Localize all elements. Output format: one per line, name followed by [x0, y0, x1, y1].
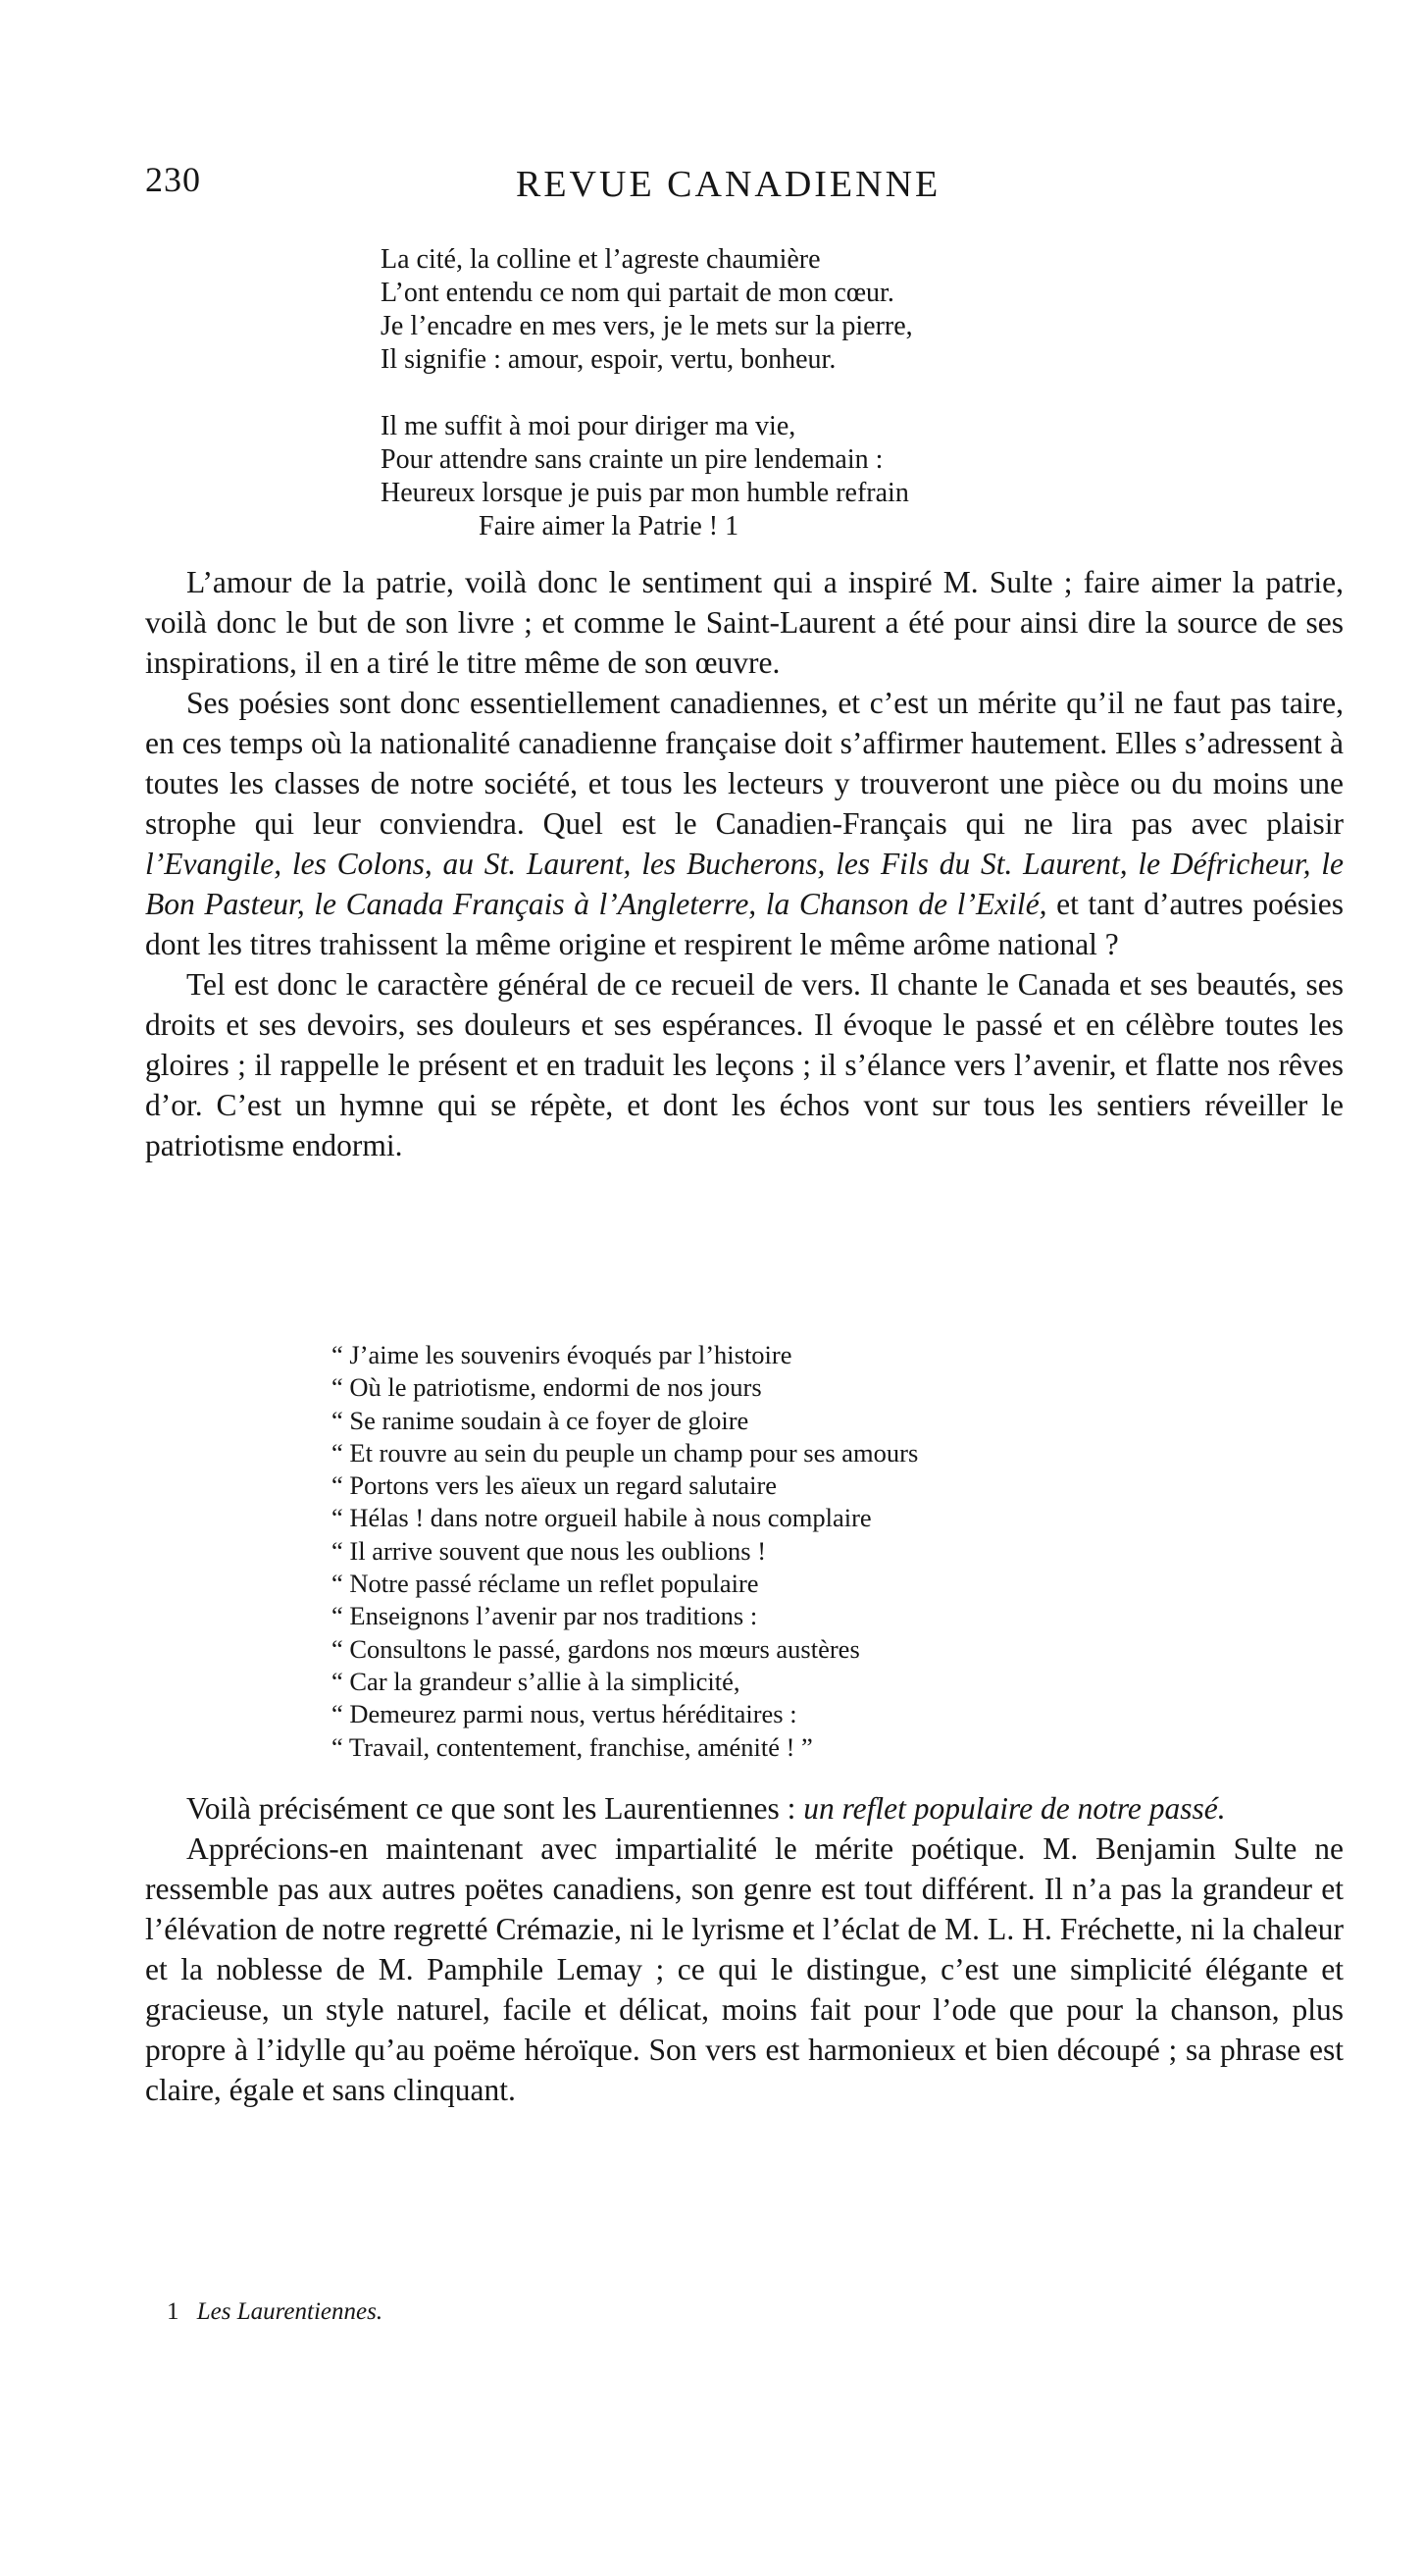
quote-line: “ Et rouvre au sein du peuple un champ pour ses amours [331, 1437, 919, 1468]
paragraph-text: et tant d’autres poésies dont les titres trahissent la même origine et respirent le même arôme national ? [145, 887, 1344, 961]
quoted-poem [331, 1339, 918, 1764]
quote-line: “ Il arrive souvent que nous les oublions ! [331, 1535, 767, 1566]
paragraph [145, 1788, 1344, 1829]
paragraph: L’amour de la patrie, voilà donc le sentiment qui a inspiré M. Sulte ; faire aimer la patrie, voilà donc le but de son livre ; et comme le Saint-Laurent a été pour ainsi dire la source de ses inspirations, il en a tiré le titre même de son œuvre. [145, 565, 1344, 680]
quote-line: “ Se ranime soudain à ce foyer de gloire [331, 1405, 749, 1435]
verse-line: Heureux lorsque je puis par mon humble refrain [381, 478, 909, 508]
poem-stanza-2 [381, 410, 909, 543]
poem-stanza-1 [381, 243, 913, 377]
verse-line-with-footnote-ref: Faire aimer la Patrie ! 1 [479, 511, 739, 541]
paragraph: Tel est donc le caractère général de ce recueil de vers. Il chante le Canada et ses beautés, ses droits et ses devoirs, ses douleurs et ses espérances. Il évoque le passé et en célèbre toutes les gloires ; il rappelle le présent et en traduit les leçons ; il s’élance vers l’avenir, et flatte nos rêves d’or. C’est un hymne qui se répète, et dont les échos vont sur tous les sentiers réveiller le patriotisme endormi. [145, 967, 1344, 1162]
paragraph-text: Ses poésies sont donc essentiellement canadiennes, et c’est un mérite qu’il ne faut pas taire, en ces temps où la nationalité canadienne française doit s’affirmer hautement. Elles s’adressent à toutes les classes de notre société, et tous les lecteurs y trouveront une pièce ou du moins une strophe qui leur conviendra. Quel est le Canadien-Français qui ne lira pas avec plaisir [145, 686, 1344, 841]
quote-line: “ Demeurez parmi nous, vertus héréditaires : [331, 1699, 797, 1729]
footnote [167, 2298, 382, 2326]
quote-line: “ J’aime les souvenirs évoqués par l’histoire [331, 1340, 792, 1369]
footnote-marker: 1 [167, 2298, 179, 2325]
quote-line: “ Où le patriotisme, endormi de nos jours [331, 1372, 762, 1403]
verse-line: La cité, la colline et l’agreste chaumière [381, 244, 821, 275]
paragraph [145, 683, 1344, 964]
quote-line: “ Car la grandeur s’allie à la simplicité, [331, 1666, 740, 1696]
quote-line: “ Enseignons l’avenir par nos traditions : [331, 1601, 758, 1631]
verse-line: Je l’encadre en mes vers, je le mets sur la pierre, [381, 311, 913, 341]
verse-line: Il me suffit à moi pour diriger ma vie, [381, 411, 796, 441]
paragraph-text: Voilà précisément ce que sont les Laurentiennes : [186, 1791, 796, 1826]
verse-line: L’ont entendu ce nom qui partait de mon cœur. [381, 278, 894, 308]
quote-line: “ Consultons le passé, gardons nos mœurs austères [331, 1633, 860, 1664]
footnote-text: Les Laurentiennes. [196, 2298, 383, 2325]
quote-line: “ Hélas ! dans notre orgueil habile à nous complaire [331, 1503, 872, 1533]
poem-titles-list: l’Evangile, les Colons, au St. Laurent, les Bucherons, les Fils du St. Laurent, le Défricheur, le Bon Pasteur, le Canada Français à l’Angleterre, la Chanson de l’Exilé, [145, 847, 1344, 921]
page-number: 230 [145, 160, 201, 199]
quote-line: “ Notre passé réclame un reflet populaire [331, 1569, 759, 1599]
emphasized-quote: un reflet populaire de notre passé. [803, 1791, 1226, 1826]
quote-line: “ Travail, contentement, franchise, aménité ! ” [331, 1731, 813, 1762]
verse-line: Pour attendre sans crainte un pire lendemain : [381, 444, 884, 475]
body-text-section-1 [145, 562, 1344, 1165]
quote-line: “ Portons vers les aïeux un regard salutaire [331, 1470, 778, 1501]
paragraph: Apprécions-en maintenant avec impartialité le mérite poétique. M. Benjamin Sulte ne ressemble pas aux autres poëtes canadiens, son genre est tout différent. Il n’a pas la grandeur et l’élévation de notre regretté Crémazie, ni le lyrisme et l’éclat de M. L. H. Fréchette, ni la chaleur et la noblesse de M. Pamphile Lemay ; ce qui le distingue, c’est une simplicité élégante et gracieuse, un style naturel, facile et délicat, moins fait pour l’ode que pour la chanson, plus propre à l’idylle qu’au poëme héroïque. Son vers est harmonieux et bien découpé ; sa phrase est claire, égale et sans clinquant. [145, 1831, 1344, 2107]
page-header [145, 159, 1342, 218]
verse-line: Il signifie : amour, espoir, vertu, bonheur. [381, 344, 837, 375]
running-title: REVUE CANADIENNE [516, 164, 941, 205]
body-text-section-2 [145, 1788, 1344, 2110]
